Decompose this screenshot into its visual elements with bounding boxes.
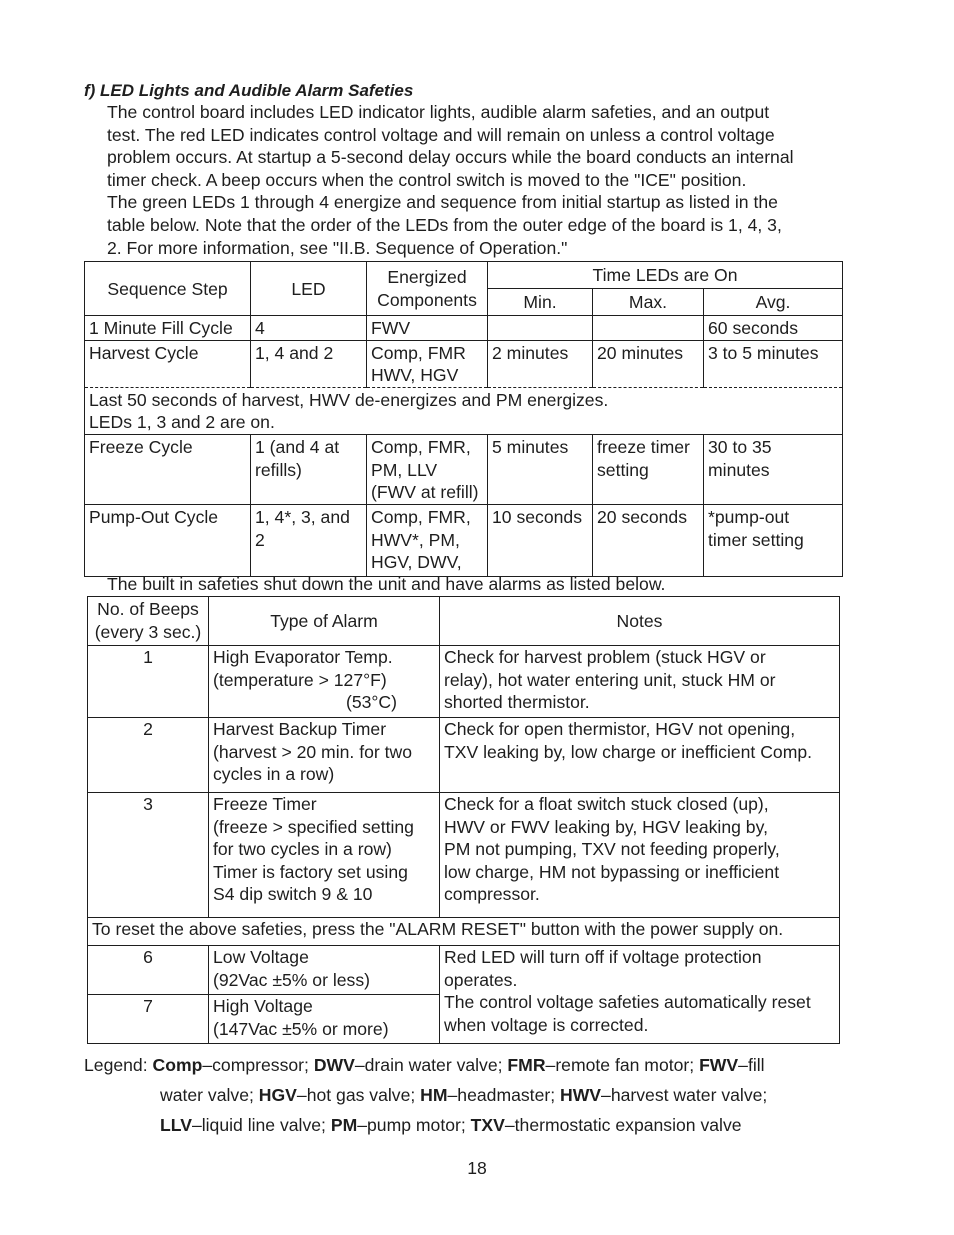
reset-note-row bbox=[88, 918, 840, 946]
cell-line: Timer is factory set using bbox=[213, 861, 408, 882]
cell-line: 2 bbox=[255, 529, 265, 550]
cell-led: 4 bbox=[251, 316, 367, 341]
intro-paragraph bbox=[107, 101, 847, 259]
cell-avg: 60 seconds bbox=[704, 316, 843, 341]
cell-line: Comp, FMR, bbox=[371, 436, 471, 457]
cell-line: High Evaporator Temp. bbox=[213, 647, 393, 667]
legend-desc: –harvest water valve; bbox=[601, 1085, 768, 1105]
cell-line: (temperature > 127°F) bbox=[213, 669, 387, 690]
cell-line: minutes bbox=[708, 459, 770, 480]
cell-avg bbox=[704, 504, 843, 576]
legend-abbr: HM bbox=[420, 1085, 448, 1105]
cell-line: (53°C) bbox=[345, 692, 397, 713]
intro-line: The control board includes LED indicator lights, audible alarm safeties, and an output bbox=[107, 102, 770, 122]
cell-beeps: 6 bbox=[88, 946, 209, 995]
legend-abbr: DWV bbox=[313, 1055, 355, 1075]
cell-line: HGV, DWV, bbox=[371, 552, 462, 573]
section-heading: f) LED Lights and Audible Alarm Safeties bbox=[84, 81, 414, 100]
cell-min: 2 minutes bbox=[488, 340, 593, 387]
cell-line: timer setting bbox=[708, 529, 804, 550]
cell-beeps: 1 bbox=[88, 646, 209, 718]
cell-beeps: 2 bbox=[88, 718, 209, 793]
legend-desc: –fill bbox=[738, 1055, 765, 1075]
header-components-line: Components bbox=[377, 290, 477, 310]
cell-line: TXV leaking by, low charge or inefficient Comp. bbox=[444, 741, 813, 762]
cell-line: refills) bbox=[255, 459, 302, 480]
cell-line: HWV or FWV leaking by, HGV leaking by, bbox=[444, 816, 768, 837]
note-line: Last 50 seconds of harvest, HWV de-energizes and PM energizes. bbox=[89, 389, 609, 410]
cell-components bbox=[367, 434, 488, 504]
header-led: LED bbox=[251, 262, 367, 316]
legend-desc: –headmaster; bbox=[447, 1085, 560, 1105]
cell-max: 20 minutes bbox=[593, 340, 704, 387]
cell-notes bbox=[440, 718, 840, 793]
cell-type bbox=[209, 793, 440, 918]
cell-line: operates. bbox=[444, 969, 518, 990]
cell-type bbox=[209, 995, 440, 1044]
cell-line: *pump-out bbox=[708, 506, 790, 527]
legend-desc: water valve; bbox=[160, 1085, 259, 1105]
note-line: LEDs 1, 3 and 2 are on. bbox=[89, 412, 275, 433]
intro-line: table below. Note that the order of the LEDs from the outer edge of the board is 1, 4, 3, bbox=[107, 214, 782, 235]
legend-abbr: PM bbox=[330, 1115, 358, 1135]
cell-line: relay), hot water entering unit, stuck HM or bbox=[444, 669, 776, 690]
cell-max: 20 seconds bbox=[593, 504, 704, 576]
cell-type bbox=[209, 646, 440, 718]
cell-line: setting bbox=[597, 459, 649, 480]
cell-voltage-notes bbox=[440, 946, 840, 1044]
legend-abbr: FWV bbox=[699, 1055, 739, 1075]
cell-notes bbox=[440, 793, 840, 918]
cell-max bbox=[593, 434, 704, 504]
cell-step: Freeze Cycle bbox=[85, 434, 251, 504]
cell-step: Harvest Cycle bbox=[85, 340, 251, 387]
reset-note: To reset the above safeties, press the "ALARM RESET" button with the power supply on. bbox=[88, 918, 840, 946]
legend-line bbox=[84, 1080, 767, 1110]
cell-line: (147Vac ±5% or more) bbox=[213, 1018, 389, 1039]
cell-line: 1 (and 4 at bbox=[255, 436, 340, 457]
cell-line: 30 to 35 bbox=[708, 436, 772, 457]
table-note-row bbox=[85, 387, 843, 434]
intro-line: timer check. A beep occurs when the control switch is moved to the "ICE" position. bbox=[107, 169, 747, 190]
table-row bbox=[88, 793, 840, 918]
cell-min bbox=[488, 316, 593, 341]
cell-line: (FWV at refill) bbox=[371, 482, 479, 503]
legend-desc: –remote fan motor; bbox=[545, 1055, 700, 1075]
sequence-table bbox=[84, 261, 843, 577]
cell-components bbox=[367, 340, 488, 387]
cell-led: 1, 4 and 2 bbox=[251, 340, 367, 387]
header-energized-line: Energized bbox=[387, 267, 467, 288]
header-line: No. of Beeps bbox=[97, 599, 199, 620]
header-time-leds-on: Time LEDs are On bbox=[488, 262, 843, 289]
table-row bbox=[88, 646, 840, 718]
cell-line: PM not pumping, TXV not feeding properly, bbox=[444, 839, 780, 860]
cell-beeps: 7 bbox=[88, 995, 209, 1044]
legend-abbr: HWV bbox=[560, 1085, 602, 1105]
cell-line: HWV, HGV bbox=[371, 365, 459, 386]
legend-line bbox=[84, 1110, 767, 1140]
cell-line: when voltage is corrected. bbox=[444, 1014, 649, 1035]
cell-line: Check for open thermistor, HGV not opening, bbox=[444, 719, 796, 739]
cell-line: Check for harvest problem (stuck HGV or bbox=[444, 647, 766, 667]
safeties-intro: The built in safeties shut down the unit and have alarms as listed below. bbox=[107, 574, 666, 594]
legend-desc: –thermostatic expansion valve bbox=[504, 1115, 742, 1135]
cell-line: The control voltage safeties automatically reset bbox=[444, 992, 811, 1013]
cell-line: freeze timer bbox=[597, 436, 690, 457]
page-number: 18 bbox=[467, 1158, 487, 1178]
cell-line: Harvest Backup Timer bbox=[213, 719, 387, 739]
header-sequence-step: Sequence Step bbox=[85, 262, 251, 316]
header-energized-components bbox=[367, 262, 488, 316]
cell-notes bbox=[440, 646, 840, 718]
table-row bbox=[88, 718, 840, 793]
cell-led bbox=[251, 434, 367, 504]
cell-beeps: 3 bbox=[88, 793, 209, 918]
cell-line: PM, LLV bbox=[371, 459, 438, 480]
cell-line: S4 dip switch 9 & 10 bbox=[213, 884, 373, 905]
cell-components: FWV bbox=[367, 316, 488, 341]
cell-line: (harvest > 20 min. for two bbox=[213, 741, 412, 762]
legend-desc: –liquid line valve; bbox=[191, 1115, 331, 1135]
legend-abbr: FMR bbox=[507, 1055, 546, 1075]
legend-label: Legend: bbox=[84, 1055, 153, 1075]
cell-line: Comp, FMR, bbox=[371, 506, 471, 527]
intro-line: test. The red LED indicates control voltage and will remain on unless a control voltage bbox=[107, 124, 775, 145]
harvest-note bbox=[85, 387, 843, 434]
cell-components bbox=[367, 504, 488, 576]
cell-line: 1, 4*, 3, and bbox=[255, 506, 350, 527]
cell-line: High Voltage bbox=[213, 996, 313, 1016]
cell-line: Red LED will turn off if voltage protection bbox=[444, 947, 762, 967]
table-row bbox=[88, 946, 840, 995]
table-row bbox=[85, 504, 843, 576]
legend-abbr: HGV bbox=[258, 1085, 297, 1105]
legend-desc: –drain water valve; bbox=[354, 1055, 508, 1075]
legend-desc: –compressor; bbox=[202, 1055, 314, 1075]
cell-line: Check for a float switch stuck closed (up), bbox=[444, 794, 769, 814]
header-notes: Notes bbox=[440, 597, 840, 646]
cell-line: for two cycles in a row) bbox=[213, 839, 392, 860]
cell-step: Pump-Out Cycle bbox=[85, 504, 251, 576]
legend-desc: –pump motor; bbox=[357, 1115, 471, 1135]
cell-line: cycles in a row) bbox=[213, 764, 335, 785]
cell-avg bbox=[704, 434, 843, 504]
cell-max bbox=[593, 316, 704, 341]
cell-led bbox=[251, 504, 367, 576]
alarm-table bbox=[87, 596, 840, 1044]
cell-type bbox=[209, 946, 440, 995]
intro-line: problem occurs. At startup a 5-second delay occurs while the board conducts an internal bbox=[107, 147, 794, 168]
intro-line: 2. For more information, see "II.B. Sequence of Operation." bbox=[107, 237, 568, 258]
intro-line: The green LEDs 1 through 4 energize and sequence from initial startup as listed in the bbox=[107, 192, 778, 213]
cell-type bbox=[209, 718, 440, 793]
legend-line bbox=[84, 1050, 767, 1080]
cell-line: low charge, HM not bypassing or inefficient bbox=[444, 861, 780, 882]
cell-line: compressor. bbox=[444, 884, 540, 905]
table-row bbox=[85, 316, 843, 341]
header-line: (every 3 sec.) bbox=[94, 622, 202, 642]
cell-min: 5 minutes bbox=[488, 434, 593, 504]
cell-min: 10 seconds bbox=[488, 504, 593, 576]
cell-line: Freeze Timer bbox=[213, 794, 317, 814]
legend-abbr: Comp bbox=[152, 1055, 203, 1075]
cell-line: Low Voltage bbox=[213, 947, 309, 967]
header-max: Max. bbox=[593, 289, 704, 316]
cell-line: shorted thermistor. bbox=[444, 692, 590, 713]
legend-abbr: LLV bbox=[160, 1115, 192, 1135]
table-row bbox=[85, 434, 843, 504]
legend-desc: –hot gas valve; bbox=[296, 1085, 421, 1105]
header-avg: Avg. bbox=[704, 289, 843, 316]
cell-line: (92Vac ±5% or less) bbox=[213, 969, 370, 990]
table-row bbox=[85, 340, 843, 387]
legend-abbr: TXV bbox=[470, 1115, 505, 1135]
cell-line: HWV*, PM, bbox=[371, 529, 460, 550]
legend bbox=[84, 1050, 767, 1140]
header-type: Type of Alarm bbox=[209, 597, 440, 646]
cell-line: Comp, FMR bbox=[371, 342, 466, 363]
cell-avg: 3 to 5 minutes bbox=[704, 340, 843, 387]
header-beeps bbox=[88, 597, 209, 646]
cell-line: (freeze > specified setting bbox=[213, 816, 414, 837]
cell-step: 1 Minute Fill Cycle bbox=[85, 316, 251, 341]
header-min: Min. bbox=[488, 289, 593, 316]
